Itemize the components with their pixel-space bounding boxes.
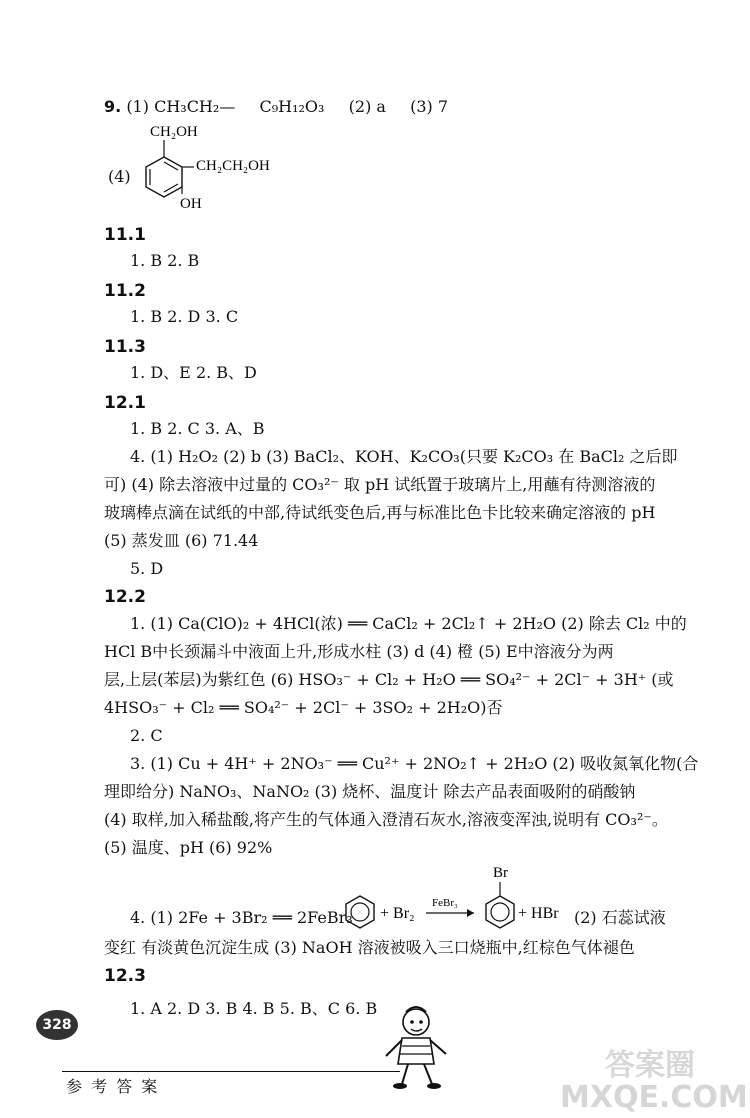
answers-12-2-q3-line4: (5) 温度、pH (6) 92% <box>104 838 273 857</box>
section-12-1: 12.1 <box>104 393 146 413</box>
q9-part2: (2) a <box>348 97 386 116</box>
section-12-3: 12.3 <box>104 966 146 986</box>
answers-12-2-q1-line4: 4HSO₃⁻ + Cl₂ ══ SO₄²⁻ + 2Cl⁻ + 3SO₂ + 2H₂O)否 <box>104 698 503 717</box>
footer-label: 参 考 答 案 <box>66 1077 160 1096</box>
q9-line <box>104 96 448 118</box>
q9-part1-label: (1) <box>126 97 149 116</box>
q9-part1-formula: CH₃CH₂— <box>154 97 236 116</box>
page-number-badge: 328 <box>36 1010 78 1040</box>
answers-12-2-q4-tail: (2) 石蕊试液 <box>574 908 666 927</box>
answers-11-3: 1. D、E 2. B、D <box>130 363 257 382</box>
cartoon-mascot-icon <box>380 1000 450 1090</box>
section-11-3: 11.3 <box>104 337 146 357</box>
q9-number: 9. <box>104 97 122 116</box>
answers-12-3: 1. A 2. D 3. B 4. B 5. B、C 6. B <box>130 999 378 1018</box>
q9-structure-diagram <box>134 118 294 213</box>
q9-part1-molecular: C₉H₁₂O₃ <box>259 97 325 116</box>
answers-12-2-q3-line2: 理即给分) NaNO₃、NaNO₂ (3) 烧杯、温度计 除去产品表面吸附的硝酸钠 <box>104 782 636 801</box>
q9-part3: (3) 7 <box>410 97 449 116</box>
answers-12-2-q2: 2. C <box>130 726 163 745</box>
answers-12-2-q3-line1: 3. (1) Cu + 4H⁺ + 2NO₃⁻ ══ Cu²⁺ + 2NO₂↑ + 2H₂O (2) 吸收氮氧化物(合 <box>130 754 699 773</box>
substituent-ch2oh: CH₂OH <box>150 124 198 140</box>
q9-part4-label: (4) <box>108 167 131 186</box>
answers-12-1-a: 1. B 2. C 3. A、B <box>130 419 265 438</box>
answers-12-1-q4-line3: 玻璃棒点滴在试纸的中部,待试纸变色后,再与标准比色卡比较来确定溶液的 pH <box>104 503 656 522</box>
answers-12-2-q1-line2: HCl B中长颈漏斗中液面上升,形成水柱 (3) d (4) 橙 (5) E中溶液分为两 <box>104 642 614 661</box>
catalyst-label: FeBr₃ <box>432 897 458 909</box>
footer-rule <box>62 1071 400 1072</box>
answers-12-2-q1-line1: 1. (1) Ca(ClO)₂ + 4HCl(浓) ══ CaCl₂ + 2Cl₂↑ + 2H₂O (2) 除去 Cl₂ 中的 <box>130 614 687 633</box>
answers-12-2-q1-line3: 层,上层(苯层)为紫红色 (6) HSO₃⁻ + Cl₂ + H₂O ══ SO₄²⁻ + 2Cl⁻ + 3H⁺ (或 <box>104 670 674 689</box>
answers-12-1-q4-line2: 可) (4) 除去溶液中过量的 CO₃²⁻ 取 pH 试纸置于玻璃片上,用蘸有待测溶液的 <box>104 475 656 494</box>
section-11-2: 11.2 <box>104 281 146 301</box>
watermark: 答案圈 MXQE.COM <box>560 1048 748 1115</box>
product-hbr: + HBr <box>518 905 559 922</box>
substituent-oh: OH <box>180 196 202 212</box>
substituent-br: Br <box>493 865 508 881</box>
section-11-1: 11.1 <box>104 225 146 245</box>
answers-12-2-q4-lead: 4. (1) 2Fe + 3Br₂ ══ 2FeBr₃ <box>130 908 353 927</box>
section-12-2: 12.2 <box>104 587 146 607</box>
benzene-ring-product <box>486 896 514 928</box>
benzene-ring-reactant <box>346 896 374 928</box>
answers-12-2-q4-line2: 变红 有淡黄色沉淀生成 (3) NaOH 溶液被吸入三口烧瓶中,红棕色气体褪色 <box>104 938 635 957</box>
benzene-ring <box>146 157 182 197</box>
answers-12-2-q3-line3: (4) 取样,加入稀盐酸,将产生的气体通入澄清石灰水,溶液变浑浊,说明有 CO₃²⁻。 <box>104 810 668 829</box>
answers-11-1: 1. B 2. B <box>130 251 200 270</box>
substituent-ch2ch2oh: CH₂CH₂OH <box>196 158 270 174</box>
reagent-br2: + Br₂ <box>380 905 415 922</box>
answers-11-2: 1. B 2. D 3. C <box>130 307 239 326</box>
answers-12-1-q4-line1: 4. (1) H₂O₂ (2) b (3) BaCl₂、KOH、K₂CO₃(只要 K₂CO₃ 在 BaCl₂ 之后即 <box>130 447 678 466</box>
answers-12-1-q4-line4: (5) 蒸发皿 (6) 71.44 <box>104 531 259 550</box>
answers-12-1-q5: 5. D <box>130 559 164 578</box>
